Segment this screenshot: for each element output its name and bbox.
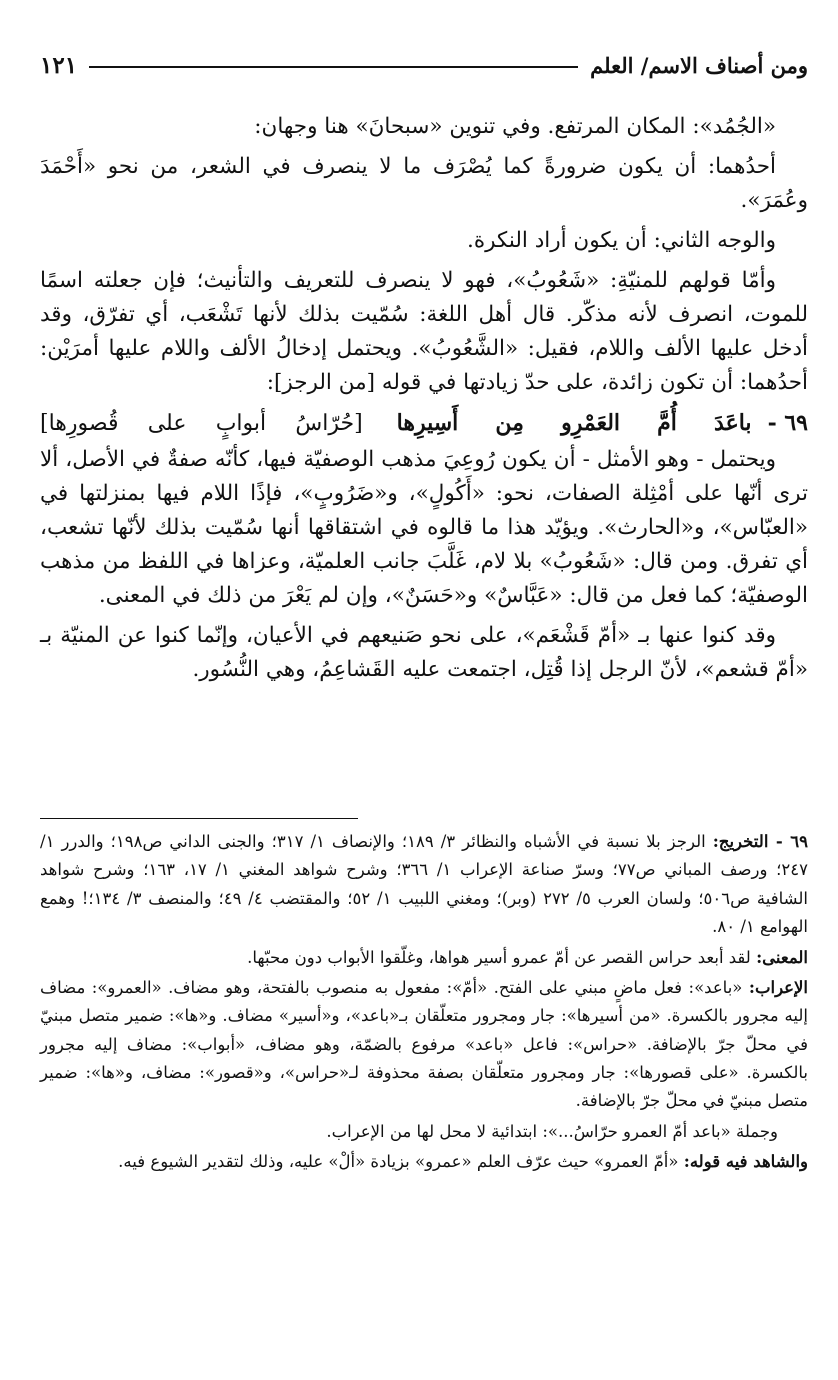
paragraph-wasfiyya: ويحتمل - وهو الأمثل - أن يكون رُوعِيَ مذهب الوصفيّة فيها، كأنّه صفةٌ في الأصل، ألا ترى أنّها على أمْثِلة الصفات، نحو: «أَكُولٍ»، و«ضَرُوبٍ»، فإذًا اللام فيها بمنزلتها في «العبّاس»، و«الحارث». ويؤيّد هذا ما قالوه في اشتقاقها أنها سُمّيت بذلك لأنّها تشعب، أي تفرق. ومن قال: «شَعُوبُ» بلا لام، غَلَّبَ جانب العلميّة، وعزاها في اللفظ من مذهب الوصفيّة؛ كما فعل من قال: «عَبَّاسٌ» و«حَسَنٌ»، وإن لم يَعْرَ من ذلك في المعنى. [40, 446, 808, 608]
note-shahid [40, 1148, 808, 1176]
verse-hemistich-1: باعَدَ أُمَّ العَمْرِو مِن أَسِيرِها [396, 409, 752, 436]
note-irab-text: «باعد»: فعل ماضٍ مبني على الفتح. «أمّ»: مفعول به منصوب بالفتحة، وهو مضاف. «العمرو»: مضاف إليه مجرور بالكسرة. «من أسيرها»: جار ومجرور متعلّقان بـ«باعد»، و«أسير» مضاف. و«ها»: ضمير متصل مبنيّ في محلّ جرّ بالإضافة. «حراس»: فاعل «باعد» مرفوع بالضمّة، وهو مضاف، «أبواب»: مضاف إليه مجرور بالكسرة. «على قصورها»: جار ومجرور متعلّقان بصفة محذوفة لـ«حراس»، و«قصور»: مضاف، و«ها»: ضمير متصل مبنيّ في محلّ جرّ بالإضافة. [40, 977, 808, 1111]
running-header [40, 48, 808, 82]
verse-number: ٦٩ - [767, 409, 808, 436]
paragraph-first-aspect: أحدُهما: أن يكون ضرورةً كما يُصْرَف ما لا ينصرف في الشعر، من نحو «أَحْمَدَ وعُمَرَ». [40, 153, 808, 213]
header-rule [89, 66, 578, 68]
footnote-rule [40, 818, 358, 819]
footnotes [40, 828, 808, 1179]
note-shahid-text: «أمّ العمرو» حيث عرّف العلم «عمرو» بزيادة «ألْ» عليه، وذلك لتقدير الشيوع فيه. [118, 1152, 679, 1172]
note-irab-label: الإعراب: [748, 977, 809, 997]
paragraph-second-aspect: والوجه الثاني: أن يكون أراد النكرة. [467, 227, 776, 253]
verse-hemistich-2: [حُرّاسُ أبوابٍ على قُصورِها] [40, 410, 363, 436]
note-takhrij-label: ٦٩ - التخريج: [712, 832, 808, 851]
paragraph-umm-qashaam: وقد كنوا عنها بـ «أمّ قَشْعَم»، على نحو صَنيعهم في الأعيان، وإنّما كنوا عن المنيّة بـ «أمّ قشعم»، لأنّ الرجل إذا قُتِل، اجتمعت عليه القَشاعِمُ، وهي النُّسُور. [40, 622, 808, 682]
note-takhrij-text: الرجز بلا نسبة في الأشباه والنظائر ٣/ ١٨٩؛ والإنصاف ١/ ٣١٧؛ والجنى الداني ص١٩٨؛ والدرر ١/ ٢٤٧؛ ورصف المباني ص٧٧؛ وسرّ صناعة الإعراب ١/ ٣٦٦؛ وشرح شواهد المغني ١/ ١٧، ١٦٣؛ وشرح شواهد الشافية ص٥٠٦؛ ولسان العرب ٥/ ٢٧٢ (وبر)؛ ومغني اللبيب ١/ ٥٢؛ والمقتضب ٤/ ٤٩؛ والمنصف ٣/ ١٣٤؛! وهمع الهوامع ١/ ٨٠. [40, 832, 808, 937]
note-takhrij [40, 828, 808, 942]
paragraph-jumud: «الجُمُد»: المكان المرتفع. وفي تنوين «سبحانَ» هنا وجهان: [254, 114, 776, 139]
verse-69 [40, 406, 808, 441]
main-text [40, 110, 808, 687]
page-number: ١٢١ [40, 51, 78, 79]
note-irab [40, 974, 808, 1116]
note-shahid-label: والشاهد فيه قوله: [683, 1152, 808, 1172]
note-meaning-label: المعنى: [756, 947, 808, 967]
note-meaning [40, 944, 808, 972]
note-sentence: وجملة «باعد أمّ العمرو حرّاسُ...»: ابتدائية لا محل لها من الإعراب. [326, 1121, 778, 1141]
header-title: ومن أصناف الاسم/ العلم [590, 52, 808, 78]
note-meaning-text: لقد أبعد حراس القصر عن أمّ عمرو أسير هواها، وغلّقوا الأبواب دون محبّها. [247, 947, 751, 967]
paragraph-shaub: وأمّا قولهم للمنيّةِ: «شَعُوبُ»، فهو لا ينصرف للتعريف والتأنيث؛ فإن جعلته اسمًا للموت، انصرف لأنه مذكّر. قال أهل اللغة: سُمّيت بذلك لأنها تَشْعَب، أي تفرّق، وقد أدخل عليها الألف واللام، فقيل: «الشَّعُوبُ». ويحتمل إدخالُ الألف واللام عليها أمرَيْن: أحدُهما: أن تكون زائدة، على حدّ زيادتها في قوله [من الرجز]: [40, 267, 808, 395]
